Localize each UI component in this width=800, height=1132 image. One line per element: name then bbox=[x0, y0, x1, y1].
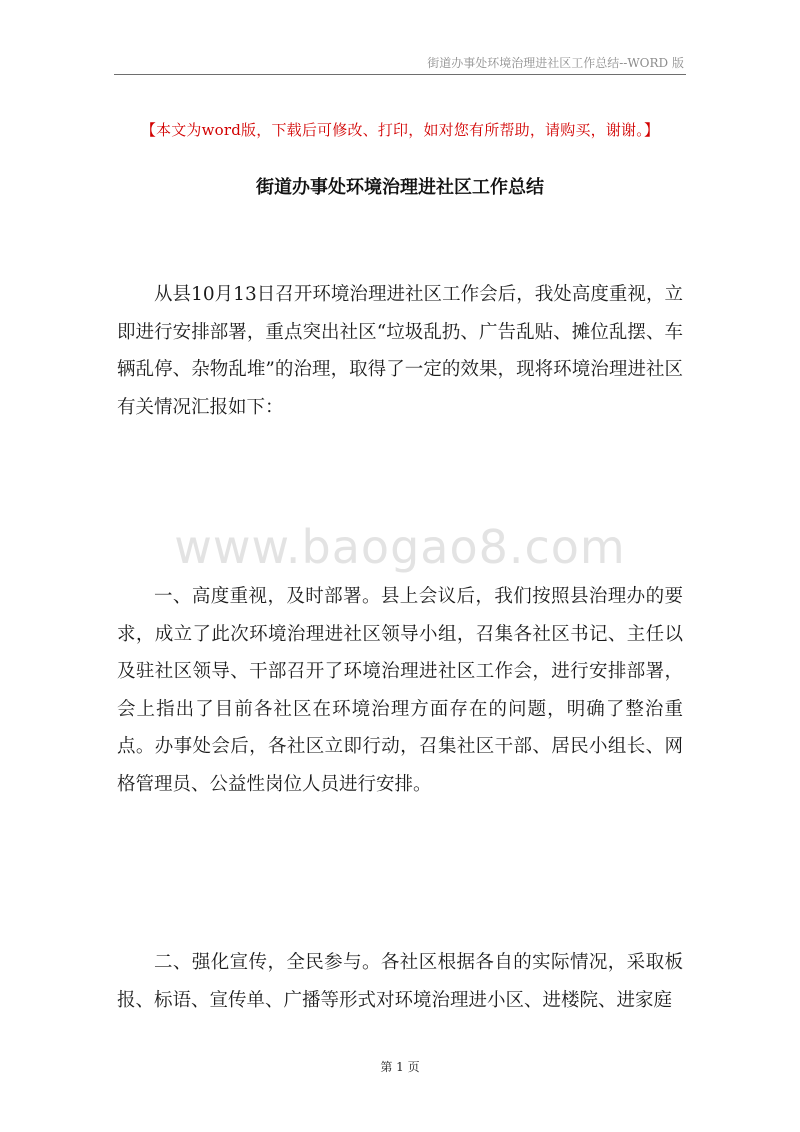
header-divider bbox=[114, 74, 686, 75]
paragraph-intro: 从县10月13日召开环境治理进社区工作会后，我处高度重视，立即进行安排部署，重点突出社区“垃圾乱扔、广告乱贴、摊位乱摆、车辆乱停、杂物乱堆”的治理，取得了一定的效果，现将环境治理进社区有关情况汇报如下： bbox=[117, 284, 683, 418]
watermark: www.baogao8.com bbox=[174, 520, 626, 574]
paragraph-section-1: 一、高度重视，及时部署。县上会议后，我们按照县治理办的要求，成立了此次环境治理进社区领导小组，召集各社区书记、主任以及驻社区领导、干部召开了环境治理进社区工作会，进行安排部署，会上指出了目前各社区在环境治理方面存在的问题，明确了整治重点。办事处会后，各社区立即行动，召集社区干部、居民小组长、网格管理员、公益性岗位人员进行安排。 bbox=[117, 586, 683, 795]
running-header: 街道办事处环境治理进社区工作总结--WORD 版 bbox=[427, 56, 684, 70]
page-number: 第 1 页 bbox=[380, 1060, 420, 1074]
purchase-notice: 【本文为word版，下载后可修改、打印，如对您有所帮助，请购买，谢谢。】 bbox=[140, 121, 660, 139]
paragraph-section-2: 二、强化宣传，全民参与。各社区根据各自的实际情况，采取板报、标语、宣传单、广播等形式对环境治理进小区、进楼院、进家庭 bbox=[117, 952, 683, 1011]
document-title: 街道办事处环境治理进社区工作总结 bbox=[256, 177, 544, 198]
